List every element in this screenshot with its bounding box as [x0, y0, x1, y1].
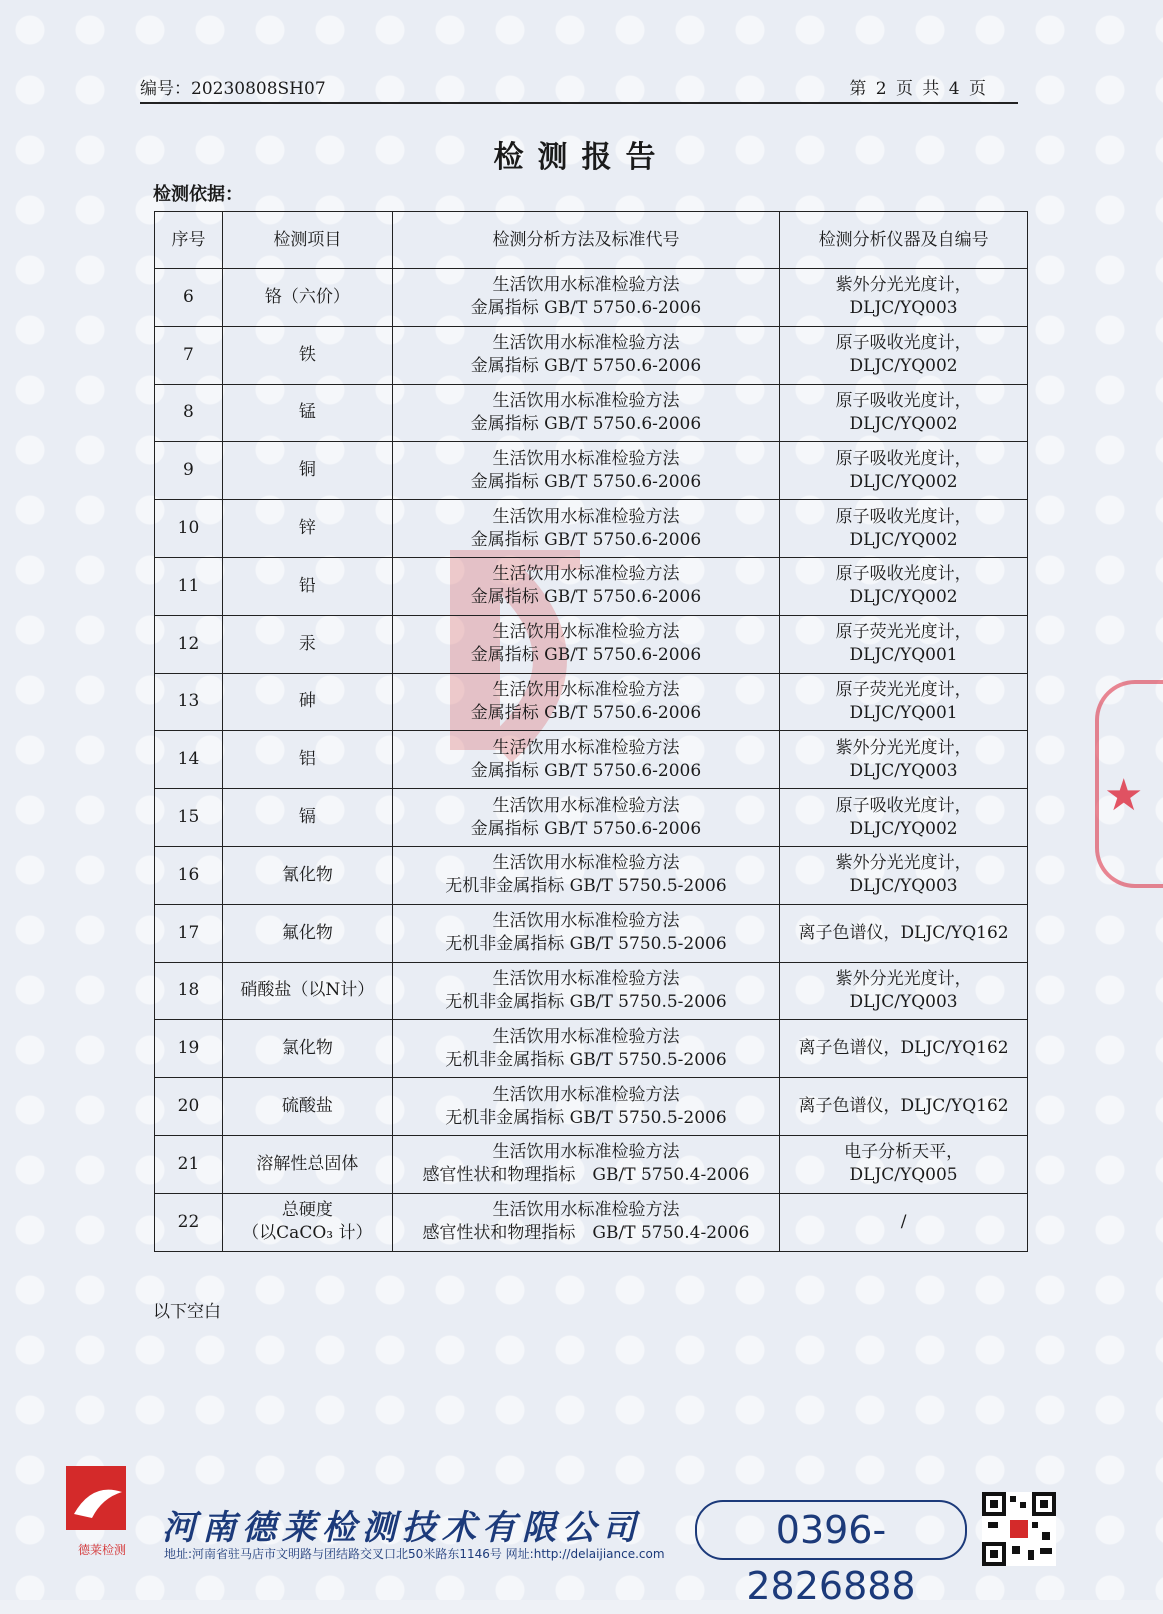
cell-seq-text: 14 — [177, 749, 200, 770]
cell-seq — [155, 962, 223, 1020]
cell-instrument-text: DLJC/YQ002 — [849, 471, 958, 492]
cell-seq-text: 9 — [183, 460, 194, 481]
logo-text: 德莱检测 — [77, 1543, 127, 1557]
cell-item — [222, 673, 392, 731]
cell-method-text: 金属指标 GB/T 5750.6-2006 — [470, 702, 702, 723]
cell-seq — [155, 615, 223, 673]
table-row — [155, 846, 1028, 904]
cell-method-text: 感官性状和物理指标 GB/T 5750.4-2006 — [422, 1223, 750, 1244]
cell-instrument — [780, 326, 1028, 384]
cell-method-text: 无机非金属指标 GB/T 5750.5-2006 — [445, 1107, 727, 1128]
cell-seq-text: 20 — [177, 1096, 200, 1117]
cell-seq — [155, 442, 223, 500]
cell-item-text: 锌 — [298, 518, 316, 539]
cell-method — [392, 384, 779, 442]
table-row — [155, 789, 1028, 847]
cell-method-text: 金属指标 GB/T 5750.6-2006 — [470, 587, 702, 608]
cell-seq-text: 21 — [177, 1153, 200, 1174]
cell-instrument-text: 离子色谱仪，DLJC/YQ162 — [798, 922, 1009, 943]
cell-seq-text: 6 — [183, 286, 194, 307]
basis-label: 检测依据： — [153, 184, 243, 205]
cell-method-text: 生活饮用水标准检验方法 — [492, 390, 680, 411]
header-seq: 序号 — [155, 212, 223, 269]
cell-instrument-text: DLJC/YQ003 — [849, 991, 958, 1012]
cell-method-text: 生活饮用水标准检验方法 — [492, 1026, 680, 1047]
cell-instrument-text: DLJC/YQ002 — [849, 356, 958, 377]
cell-seq — [155, 500, 223, 558]
cell-method-text: 生活饮用水标准检验方法 — [492, 448, 680, 469]
cell-instrument-text: 紫外分光光度计， — [835, 853, 972, 874]
cell-method — [392, 789, 779, 847]
cell-method-text: 生活饮用水标准检验方法 — [492, 564, 680, 585]
table-row — [155, 731, 1028, 789]
cell-item-text: 镉 — [298, 807, 316, 828]
cell-seq — [155, 326, 223, 384]
cell-item-text: 铅 — [298, 575, 316, 596]
cell-item — [222, 557, 392, 615]
cell-instrument — [780, 1135, 1028, 1193]
cell-method — [392, 1193, 779, 1251]
cell-method — [392, 326, 779, 384]
cell-instrument — [780, 384, 1028, 442]
cell-seq-text: 22 — [177, 1211, 200, 1232]
cell-item — [222, 1078, 392, 1136]
cell-method-text: 生活饮用水标准检验方法 — [492, 968, 680, 989]
cell-instrument-text: DLJC/YQ003 — [849, 298, 958, 319]
cell-instrument — [780, 731, 1028, 789]
cell-instrument — [780, 904, 1028, 962]
cell-method — [392, 846, 779, 904]
table-row — [155, 557, 1028, 615]
cell-seq — [155, 789, 223, 847]
cell-method-text: 生活饮用水标准检验方法 — [492, 911, 680, 932]
cell-instrument — [780, 269, 1028, 327]
cell-item-text: 铬（六价） — [264, 286, 350, 307]
cell-item-text: 总硬度 — [281, 1200, 333, 1221]
cell-method — [392, 731, 779, 789]
cell-instrument — [780, 615, 1028, 673]
company-address: 地址:河南省驻马店市文明路与团结路交叉口北50米路东1146号 网址:http://delaijiance.com — [164, 1547, 665, 1561]
cell-instrument-text: DLJC/YQ001 — [849, 645, 958, 666]
report-header — [140, 72, 1018, 104]
cell-instrument-text: 原子荧光光度计， — [835, 679, 972, 700]
cell-method-text: 金属指标 GB/T 5750.6-2006 — [470, 298, 702, 319]
cell-method — [392, 962, 779, 1020]
cell-seq-text: 15 — [177, 807, 200, 828]
cell-item-text: 砷 — [298, 691, 316, 712]
table-row — [155, 1135, 1028, 1193]
cell-method-text: 金属指标 GB/T 5750.6-2006 — [470, 471, 702, 492]
cell-instrument-text: 电子分析天平， — [844, 1142, 964, 1163]
cell-method — [392, 673, 779, 731]
cell-seq-text: 11 — [177, 575, 200, 596]
cell-method-text: 生活饮用水标准检验方法 — [492, 679, 680, 700]
cell-method — [392, 500, 779, 558]
cell-instrument-text: 紫外分光光度计， — [835, 737, 972, 758]
cell-instrument-text: 紫外分光光度计， — [835, 968, 972, 989]
cell-method-text: 生活饮用水标准检验方法 — [492, 737, 680, 758]
table-row — [155, 384, 1028, 442]
cell-seq-text: 7 — [183, 344, 194, 365]
table-row — [155, 500, 1028, 558]
cell-seq-text: 8 — [183, 402, 194, 423]
cell-seq — [155, 1020, 223, 1078]
table-row — [155, 673, 1028, 731]
cell-seq — [155, 269, 223, 327]
cell-instrument — [780, 673, 1028, 731]
cell-item — [222, 789, 392, 847]
cell-item — [222, 326, 392, 384]
cell-instrument — [780, 846, 1028, 904]
cell-item-text: 硝酸盐（以N计） — [240, 980, 375, 1001]
cell-seq — [155, 557, 223, 615]
cell-instrument-text: 原子吸收光度计， — [835, 795, 972, 816]
table-row — [155, 904, 1028, 962]
cell-method-text: 无机非金属指标 GB/T 5750.5-2006 — [445, 934, 727, 955]
cell-seq — [155, 1078, 223, 1136]
cell-method-text: 无机非金属指标 GB/T 5750.5-2006 — [445, 991, 727, 1012]
cell-seq-text: 13 — [177, 691, 200, 712]
cell-method — [392, 557, 779, 615]
cell-item — [222, 384, 392, 442]
cell-method-text: 生活饮用水标准检验方法 — [492, 333, 680, 354]
table-row — [155, 962, 1028, 1020]
cell-method — [392, 1135, 779, 1193]
cell-item — [222, 269, 392, 327]
blank-below-note: 以下空白 — [153, 1302, 221, 1322]
cell-item — [222, 442, 392, 500]
table-header-row — [155, 212, 1028, 269]
cell-method-text: 金属指标 GB/T 5750.6-2006 — [470, 760, 702, 781]
cell-method-text: 生活饮用水标准检验方法 — [492, 622, 680, 643]
cell-instrument — [780, 557, 1028, 615]
company-logo — [62, 1462, 142, 1562]
qr-code-icon — [982, 1492, 1056, 1566]
cell-item-text: 硫酸盐 — [281, 1096, 333, 1117]
cell-item-text: 溶解性总固体 — [256, 1153, 359, 1174]
cell-method-text: 金属指标 GB/T 5750.6-2006 — [470, 356, 702, 377]
cell-item-text: 氯化物 — [281, 1038, 333, 1059]
cell-item — [222, 615, 392, 673]
cell-item — [222, 846, 392, 904]
cell-method — [392, 442, 779, 500]
cell-item-text: 铝 — [298, 749, 316, 770]
cell-method-text: 无机非金属指标 GB/T 5750.5-2006 — [445, 876, 727, 897]
cell-item-text: 锰 — [298, 402, 316, 423]
cell-instrument — [780, 442, 1028, 500]
cell-instrument-text: DLJC/YQ005 — [849, 1165, 958, 1186]
cell-instrument — [780, 1078, 1028, 1136]
company-name: 河南德莱检测技术有限公司 — [162, 1508, 642, 1548]
cell-item — [222, 962, 392, 1020]
cell-instrument-text: 原子吸收光度计， — [835, 506, 972, 527]
cell-seq-text: 19 — [177, 1038, 200, 1059]
cell-seq — [155, 904, 223, 962]
cell-method-text: 生活饮用水标准检验方法 — [492, 1084, 680, 1105]
cell-seq — [155, 1135, 223, 1193]
cell-instrument-text: 离子色谱仪，DLJC/YQ162 — [798, 1096, 1009, 1117]
cell-instrument-text: 紫外分光光度计， — [835, 275, 972, 296]
cell-method-text: 金属指标 GB/T 5750.6-2006 — [470, 529, 702, 550]
table-row — [155, 1020, 1028, 1078]
cell-method-text: 感官性状和物理指标 GB/T 5750.4-2006 — [422, 1165, 750, 1186]
cell-seq-text: 16 — [177, 864, 200, 885]
cell-item-text: 汞 — [298, 633, 316, 654]
cell-method-text: 生活饮用水标准检验方法 — [492, 795, 680, 816]
cell-seq — [155, 731, 223, 789]
cell-seq — [155, 384, 223, 442]
cell-seq — [155, 846, 223, 904]
cell-seq-text: 10 — [177, 518, 200, 539]
report-number: 编号：20230808SH07 — [140, 79, 326, 99]
page-number: 第 2 页 共 4 页 — [849, 79, 988, 99]
cell-item — [222, 500, 392, 558]
cell-method-text: 金属指标 GB/T 5750.6-2006 — [470, 818, 702, 839]
cell-item-text: 铜 — [298, 460, 316, 481]
cell-method — [392, 1020, 779, 1078]
header-item: 检测项目 — [222, 212, 392, 269]
cell-instrument — [780, 500, 1028, 558]
cell-instrument — [780, 1020, 1028, 1078]
table-row — [155, 326, 1028, 384]
cell-item — [222, 731, 392, 789]
cell-seq-text: 17 — [177, 922, 200, 943]
cell-item — [222, 1020, 392, 1078]
cell-instrument-text: DLJC/YQ002 — [849, 529, 958, 550]
cell-instrument-text: 离子色谱仪，DLJC/YQ162 — [798, 1038, 1009, 1059]
cell-instrument-text: 原子吸收光度计， — [835, 333, 972, 354]
cell-instrument — [780, 962, 1028, 1020]
report-title: 检测报告 — [493, 140, 670, 175]
cell-instrument-text: DLJC/YQ003 — [849, 876, 958, 897]
cell-method-text: 生活饮用水标准检验方法 — [492, 1142, 680, 1163]
table-row — [155, 1193, 1028, 1251]
cell-instrument-text: DLJC/YQ002 — [849, 587, 958, 608]
cell-method — [392, 615, 779, 673]
header-method: 检测分析方法及标准代号 — [392, 212, 779, 269]
cell-instrument-text: DLJC/YQ001 — [849, 702, 958, 723]
cell-instrument — [780, 789, 1028, 847]
cell-seq — [155, 673, 223, 731]
cell-instrument-text: DLJC/YQ002 — [849, 413, 958, 434]
table-row — [155, 615, 1028, 673]
cell-item-text: 铁 — [298, 344, 316, 365]
cell-item-text: （以CaCO₃ 计） — [242, 1223, 373, 1244]
cell-seq — [155, 1193, 223, 1251]
cell-method-text: 金属指标 GB/T 5750.6-2006 — [470, 645, 702, 666]
cell-instrument-text: 原子吸收光度计， — [835, 390, 972, 411]
test-basis-table — [154, 211, 1028, 1252]
stamp-star-icon: ★ — [1104, 770, 1144, 821]
cell-method — [392, 269, 779, 327]
cell-method-text: 生活饮用水标准检验方法 — [492, 853, 680, 874]
cell-item-text: 氰化物 — [281, 864, 333, 885]
header-instrument: 检测分析仪器及自编号 — [780, 212, 1028, 269]
table-row — [155, 1078, 1028, 1136]
cell-instrument-text: DLJC/YQ003 — [849, 760, 958, 781]
cell-instrument-text: / — [900, 1211, 907, 1232]
cell-item — [222, 1135, 392, 1193]
cell-instrument — [780, 1193, 1028, 1251]
cell-method-text: 生活饮用水标准检验方法 — [492, 506, 680, 527]
cell-instrument-text: 原子荧光光度计， — [835, 622, 972, 643]
cell-method-text: 无机非金属指标 GB/T 5750.5-2006 — [445, 1049, 727, 1070]
cell-seq-text: 18 — [177, 980, 200, 1001]
cell-instrument-text: 原子吸收光度计， — [835, 448, 972, 469]
cell-instrument-text: 原子吸收光度计， — [835, 564, 972, 585]
company-phone: 0396-2826888 — [695, 1500, 967, 1560]
table-row — [155, 442, 1028, 500]
cell-method — [392, 1078, 779, 1136]
cell-method — [392, 904, 779, 962]
cell-seq-text: 12 — [177, 633, 200, 654]
cell-item — [222, 1193, 392, 1251]
cell-instrument-text: DLJC/YQ002 — [849, 818, 958, 839]
cell-method-text: 生活饮用水标准检验方法 — [492, 1200, 680, 1221]
cell-method-text: 金属指标 GB/T 5750.6-2006 — [470, 413, 702, 434]
cell-item-text: 氟化物 — [281, 922, 333, 943]
cell-method-text: 生活饮用水标准检验方法 — [492, 275, 680, 296]
cell-item — [222, 904, 392, 962]
table-row — [155, 269, 1028, 327]
